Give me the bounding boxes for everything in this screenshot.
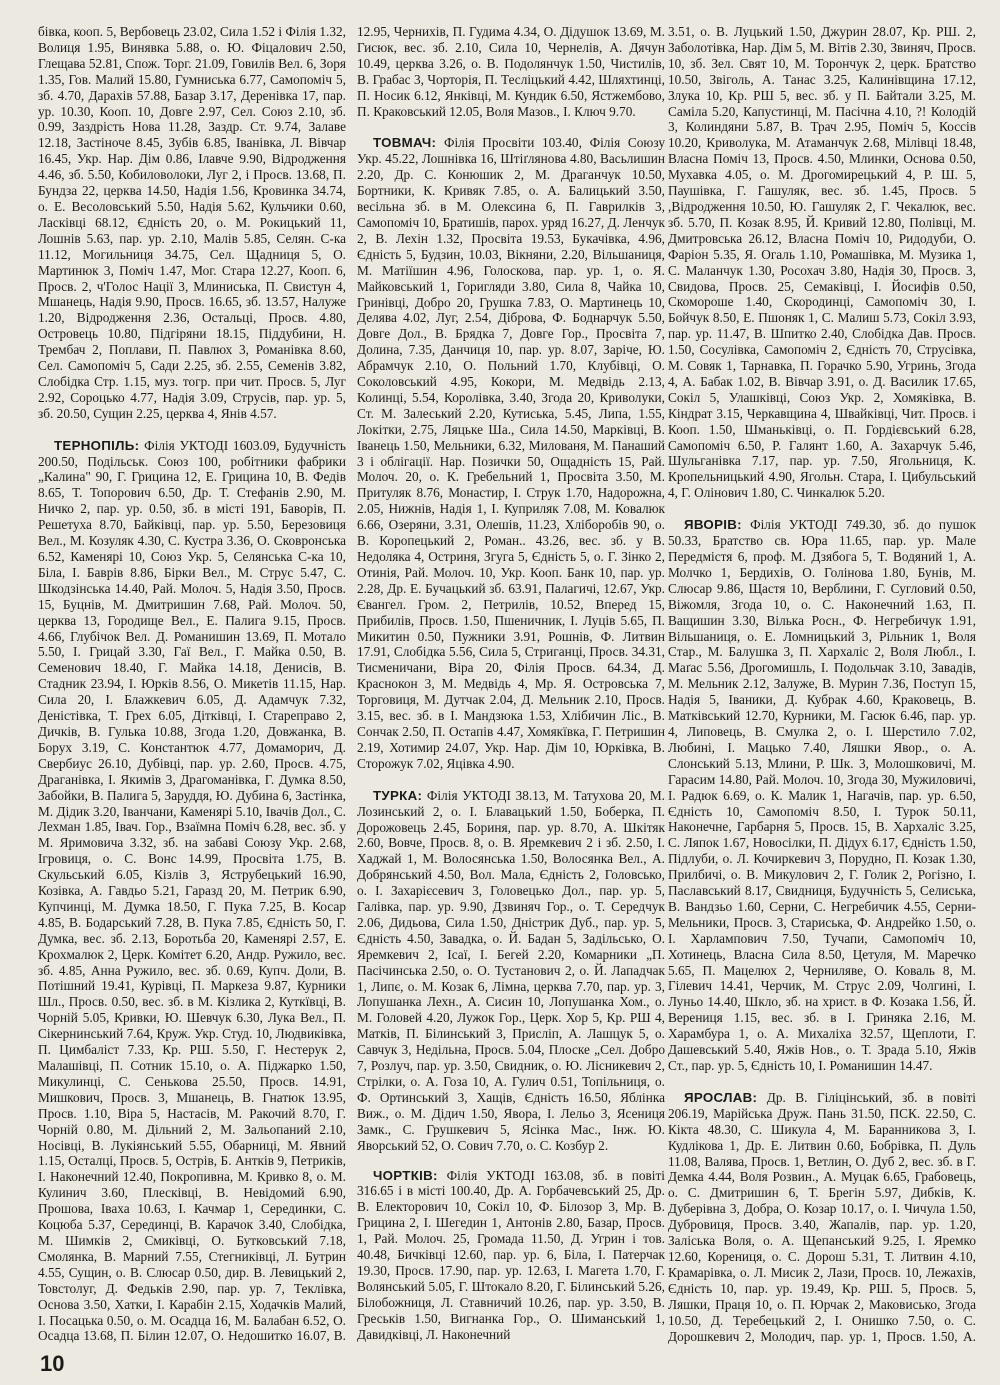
paragraph: 12.95, Чернихів, П. Гудима 4.34, О. Дідушок 13.69, М. Гисюк, вес. зб. 2.10, Сила 10, Чернелів, А. Дячун 10.49, церква 3.26, о. В. Подолянчук 1.50, Чистилів, В. Грабас 3, Чорторія, П. Тесліцький 4.42, Шляхтинці, П. Носик 6.12, Янківці, М. Кундик 6.50, Ястжембово, П. Краковський 12.05, Воля Мазов., І. Ключ 9.70. (357, 24, 665, 119)
section-heading: ТЕРНОПІЛЬ: (54, 437, 140, 453)
section-heading: ТУРКА: (373, 787, 423, 803)
section-heading: ТОВМАЧ: (373, 135, 437, 151)
section-text: Др. В. Гіліцінський, зб. в повіті 206.19, Марійська Друж. Пань 31.50, ПСК. 22.50, С. Кікта 48.30, С. Шикула 4, М. Баранникова 3, І. Кудлікова 1, Др. Е. Литвин 0.60, Бобрівка, П. Дуль 11.08, Валява, Просв. 1, Ветлин, О. Дуб 2, вес. зб. в Г. Демка 4.44, Воля Розвин., А. Муцак 6.65, Грабовець, о. С. Дмитришин 6, Т. Брегін 5.97, Дибків, К. Дуберівна 3, Добра, О. Козар 10.17, о. І. Чичула 1.50, Дубровиця, Просв. 3.40, Жапалів, пар. ур. 1.20, Заліська Воля, о. А. Щепанський 9.25, І. Яремко 12.60, Корениця, о. С. Дорош 5.31, Т. Литвин 4.10, Крамарівка, о. Л. Мисик 2, Лази, Просв. 10, Лежахів, Єдність 10, пар. ур. 19.49, Кр. РШ. 5, Просв. 5, Ляшки, Праця 10, о. П. Юрчак 2, Маковисько, Згода 10.50, Д. Теребецький 2, І. Онишко 7.50, о. С. Дорошкевич 2, Молодич, пар. ур. 1, Просв. 1.50, А. (668, 1089, 976, 1344)
section-heading: ЯРОСЛАВ: (684, 1089, 758, 1105)
text-column-2 (357, 24, 665, 1344)
section-yaroslav (668, 1090, 976, 1344)
section-text: Філія УКТОДІ 1603.09, Будучність 200.50, Подільськ. Союз 100, робітники фабрики „Калина" 90, Г. Грицина 12, Е. Грицина 10, В. Федів 8.65, Т. Топорович 6.50, Др. Т. Стефанів 2.90, М. Ничко 2, пар. ур. 0.50, зб. в місті 191, Баворів, П. Решетуха 8.70, Байківці, пар. ур. 5.50, Березовиця Вел., М. Козуляк 4.30, С. Кустра 3.36, О. Сковронська 6.52, Каменярі 10, Союз Укр. 5, Селянська С-ка 10, Біла, І. Баврів 8.86, Бірки Вел., М. Струс 5.47, С. Шкодзінська 14.40, Рай. Молоч. 5, Надія 3.50, Просв. 15, Буцнів, М. Дмитришин 7.68, Рай. Молоч. 50, церква 13, Городище Вел., Е. Палига 9.15, Просв. 4.66, Глубічок Вел. Д. Романишин 13.69, П. Мотало 5.50, І. Грицай 3.30, Гаї Вел., Г. Майка 0.50, В. Семенович 18.40, Г. Майка 14.18, Денисів, В. Стадник 23.94, І. Юрків 8.56, О. Микетів 11.15, Нар. Сила 20, І. Блажкевич 6.05, Д. Адамчук 7.32, Деністівка, Т. Грех 6.05, Дітківці, І. Стареправо 2, Дичків, В. Гулька 10.88, Згода 1.20, Довжанка, В. Борух 3.19, С. Константюк 4.77, Домаморич, Д. Свербиус 26.10, Дубівці, пар. ур. 2.60, Просв. 4.75, Драганівка, І. Якимів 3, Драгоманівка, Г. Думка 8.50, Забойки, В. Палига 5, Заруддя, Ю. Дубина 6, Застінка, М. Дідик 3.20, Іванчани, Каменярі 5.10, Івачів Дол., С. Лехман 1.85, Івач. Гор., Взаїмна Поміч 6.28, вес. зб. у М. Яримовича 3.32, зб. на забаві Союзу Укр. 2.68, Ігровиця, о. С. Вонс 14.99, Просвіта 1.75, В. Скульський 6.05, Кізлів 3, Яструбецький 16.90, Козівка, А. Гавдьо 5.21, Гаразд 20, М. Петрик 6.90, Купчинці, М. Думка 18.50, Г. Пука 7.25, В. Косар 4.85, В. Бодарський 7.28, В. Пука 7.85, Єдність 50, Г. Думка, вес. зб. 2.13, Боротьба 20, Каменярі 2.57, Е. Крохмалюк 2, Церк. Комітет 6.20, Андр. Ружило, вес. зб. 4.85, Анна Ружило, вес. зб. 0.69, Купч. Доли, В. Потішний 19.41, Курівці, П. Маркеза 9.87, Курники Шл., Просв. 0.50, вес. зб. в М. Кізлика 2, Куткївці, В. Чорній 5.05, Кривки, Ю. Шевчук 6.30, Лука Вел., П. Сікернинський 7.64, Круж. Укр. Студ. 10, Людвиківка, П. Цимбаліст 7.33, Кр. РШ. 5.50, Г. Нестерук 2, Малашівці, П. Сотник 15.10, о. А. Піджарко 1.50, Микулинці, С. Сенькова 25.50, Просв. 14.91, Мишкович, Просв. 3, Мшанець, В. Гнатюк 13.95, Просв. 1.10, Віра 5, Настасів, М. Ракочий 8.70, Г. Чорній 0.80, М. Дільний 2, М. Зальопаний 2.10, Носівці, В. Лукіянський 5.55, Обарниці, М. Явний 1.15, Осталці, Просв. 5, Острів, Б. Антків 9, Петриків, І. Наконечний 12.40, Покропивна, М. Кривко 8, о. М. Кулинич 3.60, Плесківці, В. Невідомий 6.90, Прошова, Іваха 10.63, І. Качмар 1, Серединки, С. Коцюба 5.37, Серединці, В. Карачок 3.40, Слобідка, М. Шимків 2, Смиківці, О. Бутковський 7.18, Смолянка, В. Марний 7.55, Стегниківці, Л. Бутрин 4.55, Сущин, о. В. Слюсар 0.50, дир. В. Левицький 2, Товстолуг, Д. Федьків 2.90, пар. ур. 7, Теклівка, Основа 3.50, Хатки, І. Карабін 2.15, Ходачків Малий, І. Посацька 0.50, о. М. Осадца 16, М. Балабан 6.52, О. Осадца 13.68, П. Білин 12.07, О. Недошитко 16.07, В. (38, 437, 346, 1344)
section-chortkiv (357, 1168, 665, 1343)
section-text: Філія УКТОДІ 749.30, зб. до пушок 50.33, Братство св. Юра 11.65, пар. ур. Мале Передмістя 6, проф. М. Дзябога 5, Т. Водяний 1, А. Молчко 1, Бердихів, О. Голінова 1.80, Бунів, М. Слюсар 9.86, Щастя 10, Верблини, Г. Сугловий 0.50, Віжомля, Згода 10, о. С. Наконечний 1.63, П. Ващишин 3.30, Вілька Росн., Ф. Негребичук 1.91, Вільшаниця, о. Е. Ломницький 3, Рільник 1, Воля Стар., М. Балушка 3, П. Хархаліс 2, Воля Любл., І. Маґас 5.56, Дрогомишль, І. Подольчак 3.10, Завадів, М. Мельник 2.12, Залуже, В. Мурин 7.36, Поступ 15, Надія 5, Іваники, Д. Кубрак 4.60, Краковець, В. Матківський 12.70, Курники, М. Гасюк 6.46, пар. ур. 4, Липовець, В. Смулка 2, о. І. Шерстило 7.02, Любині, І. Мацько 7.40, Ляшки Явор., о. А. Слонський 5.13, Млини, Р. Шк. 3, Молошковичі, М. Гарасим 14.80, Рай. Молоч. 10, Згода 30, Мужиловичі, І. Радюк 6.69, о. К. Малик 1, Нагачів, пар. ур. 6.50, Єдність 10, Самопоміч 8.50, І. Турок 50.11, Наконечне, Гарбарня 5, Просв. 15, В. Хархаліс 3.25, С. Ляпок 1.67, Новосілки, П. Дідух 6.17, Єдність 1.50, Підлуби, о. Л. Кочиркевич 3, Порудно, П. Козак 1.30, Прилбичі, о. В. Микулович 2, Г. Голик 2, Рогізно, І. Паславський 8.17, Свидниця, Будучність 5, Селиська, В. Вандзьо 1.60, Серни, С. Негребичик 4.55, Серни-Мельники, Просв. 3, Стариська, Ф. Андрейко 1.50, о. І. Харлампович 7.50, Тучапи, Самопоміч 10, Хотинець, Власна Сила 8.50, Цетуля, М. Маречко 5.65, П. Мацелюх 2, Черниляве, О. Коваль 8, М. Гілевич 14.41, Черчик, М. Струс 2.09, Чолгині, І. Луньо 14.40, Шкло, зб. на христ. в Ф. Козака 1.56, Й. Верениця 1.15, вес. зб. в І. Гриняка 2.16, М. Харамбура 1, о. А. Михаліха 32.57, Щеплоти, Г. Дашевський 5.40, Яжів Нов., о. Т. Зрада 5.10, Яжів Ст., пар. ур. 5, Єдність 10, І. Романишин 14.47. (668, 517, 976, 1073)
section-tovmach (357, 135, 665, 771)
section-turka (357, 788, 665, 1154)
section-text: Філія Просвіти 103.40, Філія Союзу Укр. 45.22, Лошнівка 16, Штіґлянова 4.80, Васьлишин 2.20, Др. С. Конюшик 2, М. Драганчук 10.50, Бортники, К. Кривяк 7.85, о. А. Балицький 3.50, весільна зб. в М. Олексина 6, П. Гаврилків 3, Самопоміч 10, Братишів, парох. уряд 16.27, Д. Ленчук 2, В. Лехін 1.32, Просвіта 19.53, Букачівка, 4.96, Єдність 5, Будзин, 10.03, Вікняни, 2.20, Вільшаниця, М. Матіїшин 4.96, Голоскова, пар. ур. 1, о. Я. Майковський 1, Горигляди 3.80, Сила 8, Чайка 10, Гринівці, Добро 20, Грушка 7.83, О. Мартинець 10, Делява 4.02, Луг, 2.54, Діброва, Ф. Боднарчук 5.50, Довге Дол., В. Брядка 7, Довге Гор., Просвіта 7, Долина, 7.35, Данчиця 10, пар. ур. 8.07, Заріче, Ю. Абрамчук 2.10, О. Польний 1.70, Клубівці, О. Соколовський 4.95, Кокори, М. Медвідь 2.13, Колинці, 5.54, Королівка, 3.40, Згода 20, Криволуки, Ст. М. Залеський 2.20, Кутиська, 5.45, Липа, 1.55, Локітки, 2.75, Ляцьке Ша., Сила 14.50, Марківці, В. Іванець 1.50, Мельники, 6.32, Милованя, М. Панаший 3 і облігації. Нар. Позички 50, Ощадність 15, Рай. Молоч. 20, о. К. Гребельний 1, Просвіта 3.50, М. Притуляк 8.76, Монастир, І. Струк 1.70, Надорожна, 2.05, Нижнів, Надія 1, І. Куприляк 7.08, М. Ковалюк 6.66, Озеряни, 3.31, Олешів, 11.23, Хліборобів 90, о. В. Коропецький 2, Роман.. 43.26, вес. зб. у В. Недоляка 4, Остриня, Згуга 5, Єдність 5, о. Г. Зінко 2, Отинія, Рай. Молоч. 10, Укр. Кооп. Банк 10, пар. ур. 2.28, Др. Е. Бучацький зб. 63.91, Палагичі, 12.67, Укр. Євангел. Гром. 2, Петрилів, 10.52, Вперед 15, Прибилів, Просв. 1.50, Пшеничник, І. Луців 5.65, П. Микитин 0.50, Пужники 3.91, Рошнів, Ф. Литвин 17.91, Слобідка 5.56, Сила 5, Стриганці, Просв. 34.31, Тисменичани, Віра 20, Філія Просв. 64.34, Д. Краснокон 3, М. Медвідь 4, Мр. Я. Островська 7, Торговиця, М. Дутчак 2.04, Д. Мельник 2.10, Просв. 3.15, вес. зб. в І. Мандзюка 1.53, Хлібичин Ліс., В. Сончак 2.50, П. Остапів 4.47, Хомякївка, Г. Петришин 2.19, Хотимир 24.07, Укр. Нар. Дім 10, Юрківка, В. Сторожук 7.02, Яцівка 4.90. (357, 135, 665, 771)
section-text: Філія УКТОДІ 38.13, М. Татухова 20, М. Лозинський 2, о. І. Блавацький 1.50, Боберка, П. Дорожовець 2.45, Бориня, пар. ур. 8.70, А. Шкітяк 2.60, Вовче, Просв. 8, о. В. Яремкевич 2 і зб. 2.50, І. Хаджай 1, М. Волосянська 1.50, Волосянка Вел., А. Добрянський 4.50, Вол. Мала, Єдність 2, Головсько, о. І. Захарієсевич 3, Головецько Дол., пар. ур. 5, Галівка, пар. ур. 9.90, Дзвиняч Гор., о. Т. Середчук 2.06, Дидьова, Сила 1.50, Дністрик Дуб., пар. ур. 5, Єдність 4.50, Завадка, о. Й. Бадан 5, Задільсько, О. Яремкевич 2, Ісаї, І. Бегей 2.20, Комарники „П. Пасічинська 2.50, о. О. Тустанович 2, о. Й. Лападчак 1, Липє, о. М. Козак 6, Лімна, церква 7.70, пар. ур. 3, Лопушанка Лехн., А. Сисин 10, Лопушанка Хом., о. М. Головей 4.20, Лужок Гор., Церк. Хор 5, Кр. РШ 4, Матків, П. Білинський 3, Присліп, А. Лашцук 5, о. Савчук 3, Недільна, Просв. 5.04, Плоске „Сел. Добро 7, Розлуч, пар. ур. 3.50, Свидник, о. Ю. Лісникевич 2, Стрілки, о. А. Гоза 10, А. Гулич 0.51, Топільниця, о. Ф. Ортинський 3, Хащів, Єдність 16.50, Яблінка Виж., о. М. Дідич 1.50, Явора, І. Лельо 3, Ясениця Замк., С. Грушкевич 5, Ясінка Мас., Інж. Ю. Яворський 52, О. Сович 7.70, о. С. Козбур 2. (357, 787, 665, 1153)
text-column-3 (668, 24, 976, 1344)
section-ternopil (38, 438, 346, 1344)
section-text: Філія УКТОДІ 163.08, зб. в повіті 316.65 і в місті 100.40, Др. А. Горбачевський 25, Др. В. Електорович 10, Сокіл 10, Ф. Білозор 3, Мр. В. Грицина 2, І. Шегедин 1, Антонів 2.80, Базар, Просв. 1, Рай. Молоч. 25, Громада 11.50, Д. Угрин і тов. 40.48, Бичківці 12.60, пар. ур. 6, Біла, І. Патерчак 19.30, Просв. 17.90, пар. ур. 12.63, І. Магета 1.70, Г. Волянський 5.05, Г. Штокало 8.20, Г. Білинський 5.26, Білобожниця, Л. Ставничий 10.26, пар. ур. 3.50, В. Греськів 1.50, Вигнанка Гор., О. Шиманський 1, Давидківці, Л. Наконечний (357, 1167, 665, 1342)
paragraph: 3.51, о. В. Луцький 1.50, Джурин 28.07, Кр. РШ. 2, Заболотівка, Нар. Дім 5, М. Вітів 2.30, Звиняч, Просв. 10, зб. Зел. Свят 10, М. Торончук 2, церк. Братство 10.50, Звіголь, А. Танас 3.25, Калинівщина 17.12, Злука 10, Кр. РШ 5, вес. зб. у П. Байтали 3.25, М. Саміла 5.20, Капустинці, М. Пасічна 4.10, ?! Колодій 3, Колиндяни 5.87, В. Трач 2.95, Поміч 5, Коссів 10.20, Криволука, М. Атаманчук 2.68, Мілівці 18.48, Власна Поміч 13, Просв. 4.50, Млинки, Основа 0.50, Мухавка 4.05, о. М. Дрогомирецький 4, Р. Ш. 5, Паушівка, Г. Гашуляк, вес. зб. 1.45, Просв. 5 ,Відродження 10.50, Ю. Гашуляк 2, Г. Чекалюк, вес. зб. 5.70, П. Козак 8.95, Й. Кривий 12.80, Полівці, М. Дмитровська 26.12, Власна Поміч 10, Ридодуби, О. Фаріон 5.35, Я. Огаль 1.10, Ромашівка, М. Музика 1, С. Маланчук 1.30, Росохач 3.80, Надія 30, Просв. 3, Свидова, Просв. 25, Семаківці, І. Йосифів 0.50, Скомороше 1.40, Скородинці, Самопоміч 30, І. Бойчук 8.50, Е. Пшоняк 1, С. Малиш 5.73, Сокіл 3.93, пар. ур. 11.47, В. Шпитко 2.40, Слобідка Дав. Просв. 1.50, Сосулівка, Самопоміч 2, Єдність 70, Струсівка, М. Совяк 1, Тарнавка, П. Горачко 5.90, Угринь, Згода 4, А. Бабак 1.02, В. Вівчар 3.91, о. Д. Василик 17.65, Сокіл 5, Улашківці, Союз Укр. 2, Хомяківка, В. Кіндрат 3.15, Черкавщина 4, Швайківці, Чит. Просв. і Кооп. 1.50, Шманьківці, о. П. Гордієвський 6.28, Самопоміч 6.50, Р. Галянт 1.60, А. Захарчук 5.46, Шульганівка 7.17, пар. ур. 7.50, Ягольниця, К. Кропельницький 4.90, Ягольн. Стара, І. Цибульський 4, Г. Олінович 1.80, С. Чинкалюк 5.20. (668, 24, 976, 501)
section-heading: ЧОРТКІВ: (373, 1167, 438, 1183)
paragraph: бівка, кооп. 5, Вербовець 23.02, Сила 1.52 і Філія 1.32, Волиця 1.95, Винявка 5.88, о. Ю. Фіцалович 2.50, Глещава 52.81, Спож. Торг. 21.09, Говилів Вел. 6, Зоря 1.35, Гов. Малий 15.80, Гумниська 6.77, Самопоміч 5, зб. 4.70, Дарахів 57.88, Базар 3.17, Деренівка 17, пар. ур. 10.30, Кооп. 10, Довге 2.97, Сел. Союз 2.10, зб. 0.99, Заздрість Нова 11.28, Заздр. Ст. 9.74, Залаве 12.18, Застіноче 8.45, Зубів 6.85, Іванівка, Л. Вівчар 16.45, Укр. Нар. Дім 0.86, Ілавче 9.90, Відродження 4.46, зб. 5.50, Кобиловолоки, Луг 2, і Просв. 13.68, П. Бундза 22, церква 14.50, Надія 1.56, Кровинка 34.74, о. Е. Весоловський 5.50, Надія 5.62, Кульчики 0.60, Ласківці 68.12, Єдність 20, о. М. Рокицький 11, Лошнів 5.63, пар. ур. 2.10, Малів 5.85, Селян. С-ка 11.12, Могильниця 34.75, Сел. Щадниця 5, О. Мартинюк 3, Поміч 1.47, Мог. Стара 12.27, Кооп. 6, Просв. 2, ч'Голос Нації 3, Млиниська, П. Свистун 4, Мшанець, Надія 9.90, Просв. 16.65, зб. 13.57, Налуже 1.20, Відродження 2.36, Остальці, Просв. 4.80, Островець 10.80, Підгіряни 18.15, Піддубини, Н. Трембач 2, Поплави, П. Павлюх 3, Романівка 8.60, Сел. Самопоміч 5, Сади 2.25, зб. 2.55, Семенів 3.82, Слобідка Стр. 1.15, муз. тогр. при чит. Просв. 5, Луг 2.92, Сороцько 4.77, Надія 3.09, Струсів, пар. ур. 5, зб. 20.50, Сущин 2.25, церква 4, Янів 4.57. (38, 24, 346, 421)
section-yavoriv (668, 517, 976, 1074)
section-heading: ЯВОРІВ: (684, 517, 742, 533)
page-number: 10 (40, 1351, 65, 1376)
text-column-1 (38, 24, 346, 1344)
